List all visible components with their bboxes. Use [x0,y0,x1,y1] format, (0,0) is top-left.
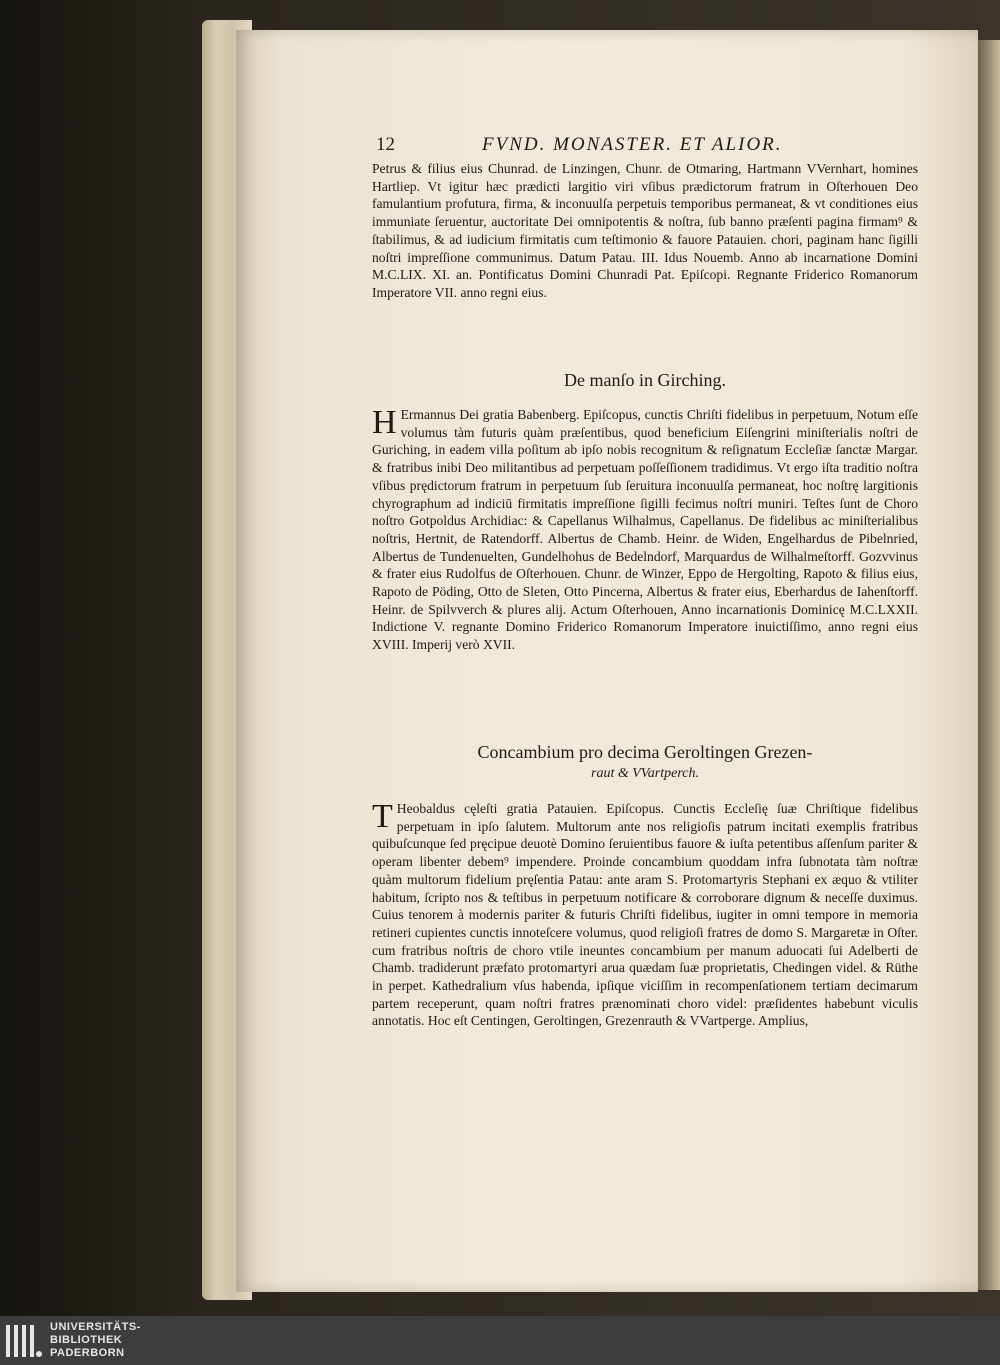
paragraph-2-text: Ermannus Dei gratia Babenberg. Epiſcopus, cunctis Chriſti fidelibus in perpetuum, Notum eſſe volumus tàm futuris quàm præſentibus, quod beneficium Eiſengrini miniſterialis noſtri de Guriching, in eadem villa poſitum ab ipſo nobis recognitum & reſignatum Eccleſiæ ſanctæ Margar. & fratribus inibi Deo militantibus ad perpetuam poſſeſſionem tradidimus. Vt ergo iſta traditio noſtra vſibus prędictorum fratrum in perpetuum ſub ſeruitura inconuulſa permaneat, hoc noſtrę largitionis chyrographum ad indiciū firmitatis impreſſione ſigilli fecimus noſtri muniri. Teſtes ſunt de Choro noſtro Gotpoldus Archidiac: & Capellanus Wilhalmus, Capellanus. De fidelibus ac miniſterialibus noſtris, Hertnit, de Ratendorff. Albertus de Chamb. Heinr. de Widen, Engelhardus de Pibelnried, Albertus de Tundenuelten, Gundelhohus de Bedelndorf, Marquardus de Wilhalmeſtorff. Gozvvinus & frater eius Rudolfus de Oſterhouen. Chunr. de Winzer, Eppo de Hergolting, Rapoto & filius eius, Rapoto de Pöding, Otto de Sleten, Otto Pincerna, Albertus & frater eius, Eberhardus de Iahenſtorff. Heinr. de Spilvverch & plures alij. Actum Oſterhouen, Anno incarnationis Dominicę M.C.LXXII. Indictione V. regnante Domino Friderico Romanorum Imperatore inuictiſſimo, anno regni eius XVIII. Imperij verò XVII. [372,407,918,653]
page-number: 12 [376,134,395,155]
page-header [376,134,918,158]
library-logo-icon [4,1321,44,1361]
drop-cap: H [372,404,397,441]
section-heading-2 [372,742,918,784]
library-name [50,1321,141,1360]
section-heading-2-line-2: raut & VVartperch. [591,766,699,781]
running-title: FVND. MONASTER. ET ALIOR. [482,134,783,155]
section-heading-2-line-1: Concambium pro decima Geroltingen Grezen- [477,742,813,762]
library-footer [0,1316,1000,1365]
paragraph-3-text: Heobaldus cęleſti gratia Patauien. Epiſcopus. Cunctis Eccleſię ſuæ Chriſtique fidelibus perpetuam in ipſo ſalutem. Multorum ante nos religioſis patrum incitati exemplis fratribus quibuſcunque ſed pręcipue deuotè Domino ſeruientibus fauore & iuſta petentibus aſſenſum pariter & operam libenter debem⁹ impendere. Proinde concambium quoddam infra ſubnotata tàm noſtræ quàm multorum fidelium pręſentia Patau: ante aram S. Protomartyris Stephani ex æquo & vtiliter habitum, ſcripto nos & teſtibus in perpetuum notificare & corroborare dignum & neceſſe duximus. Cuius tenorem à modernis pariter & futuris Chriſti fidelibus, iugiter in omni tempore in memoria retineri cupientes cunctis innoteſcere volumus, quod religioſi fratres de domo S. Margaretæ in Oſter. cum fratribus noſtris de choro vtile ineuntes concambium per manum aduocati ſui Adelberti de Chamb. tradiderunt præfato protomartyri arua quædam ſuæ proprietatis, Chedingen videl. & Rüthe in perpet. Kathedralium vſus habenda, ipſique viciſſim in recompenſationem tertiam decimarum partem receperunt, quam noſtri fratres prænominati choro videl: præſidentes habebunt viculis annotatis. Hoc eſt Centingen, Geroltingen, Grezenrauth & VVartperge. Amplius, [372,801,918,1029]
facing-page-edge [978,40,1000,1290]
paragraph-2 [372,406,918,654]
paragraph-3 [372,800,918,1030]
library-name-line-2: BIBLIOTHEK [50,1334,123,1346]
drop-cap: T [372,798,393,835]
section-heading-1: De manſo in Girching. [564,370,726,390]
paragraph-1: Petrus & filius eius Chunrad. de Linzingen, Chunr. de Otmaring, Hartmann VVernhart, homines Hartliep. Vt igitur hæc prædicti largitio viri vſibus prædictorum fratrum in Oſterhouen Deo famulantium profutura, firma, & inconuulſa perpetuis temporibus permaneat, & vt conditiones eius immuniate ſeruentur, auctoritate Dei omnipotentis & noſtra, ſub banno præſenti pagina firmam⁹ & ſtabilimus, & ad iudicium firmitatis cum teſtimonio & fauore Patauien. chori, paginam hanc ſigilli noſtri impreſſione communimus. Datum Patau. III. Idus Nouemb. Anno ab incarnatione Domini M.C.LIX. XI. an. Pontificatus Domini Chunradi Pat. Epiſcopi. Regnante Friderico Romanorum Imperatore VII. anno regni eius. [372,161,918,300]
library-name-line-3: PADERBORN [50,1347,125,1359]
library-name-line-1: UNIVERSITÄTS- [50,1321,141,1333]
